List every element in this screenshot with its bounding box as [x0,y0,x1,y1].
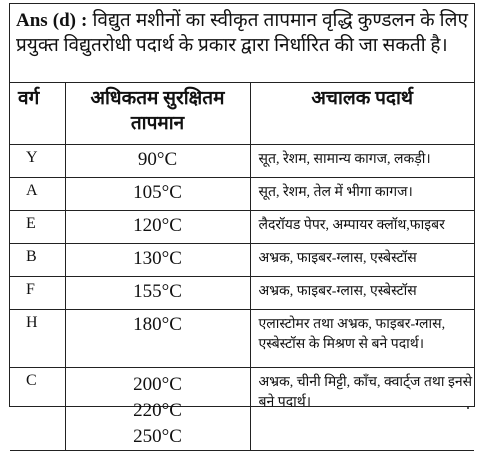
cell-temp: 200°C [133,374,182,395]
table-row [10,211,474,244]
cell-temp: 155°C [65,277,250,310]
table-header-row [10,83,474,145]
header-class: वर्ग [10,83,65,145]
cell-material: अभ्रक, फाइबर-ग्लास, एस्बेस्टॉस [250,277,474,310]
cell-material: सूत, रेशम, सामान्य कागज, लकड़ी। [250,145,474,178]
header-max-temp: अधिकतम सुरक्षितम तापमान [65,83,250,145]
table-row [10,178,474,211]
answer-box [9,3,475,447]
cell-class: A [10,178,65,211]
cell-material: अभ्रक, चीनी मिट्टी, काँच, क्वार्ट्ज तथा इनसे बने पदार्थ। [250,368,474,451]
insulation-class-table [10,83,474,451]
cell-temp: 250°C [133,426,182,447]
header-insulating-material: अचालक पदार्थ [250,83,474,145]
table-row [10,368,474,451]
cell-temp: 90°C [65,145,250,178]
answer-text: विद्युत मशीनों का स्वीकृत तापमान वृद्धि कुण्डलन के लिए प्रयुक्त विद्युतरोधी पदार्थ के प्रकार द्वारा निर्धारित की जा सकती है। [16,10,468,56]
answer-lead: Ans (d) : [16,10,88,31]
page-mark [467,407,469,409]
cell-temp: 120°C [65,211,250,244]
cell-class: H [10,310,65,368]
table-row [10,277,474,310]
table-row [10,244,474,277]
cell-temp: 180°C [65,310,250,368]
cell-material: एलास्टोमर तथा अभ्रक, फाइबर-ग्लास, एस्बेस्टॉस के मिश्रण से बने पदार्थ। [250,310,474,368]
cell-temp: 220°C [133,400,182,421]
cell-class: Y [10,145,65,178]
cell-temp: 105°C [65,178,250,211]
cell-temp: 130°C [65,244,250,277]
cell-class: B [10,244,65,277]
cell-class: F [10,277,65,310]
answer-paragraph [10,4,474,83]
cell-temp-list [65,368,250,451]
cell-class: C [10,368,65,451]
cell-class: E [10,211,65,244]
table-row [10,145,474,178]
cell-material: सूत, रेशम, तेल में भीगा कागज। [250,178,474,211]
table-row [10,310,474,368]
cell-material: अभ्रक, फाइबर-ग्लास, एस्बेस्टॉस [250,244,474,277]
cell-material: लैदरॉयड पेपर, अम्पायर क्लॉथ,फाइबर [250,211,474,244]
